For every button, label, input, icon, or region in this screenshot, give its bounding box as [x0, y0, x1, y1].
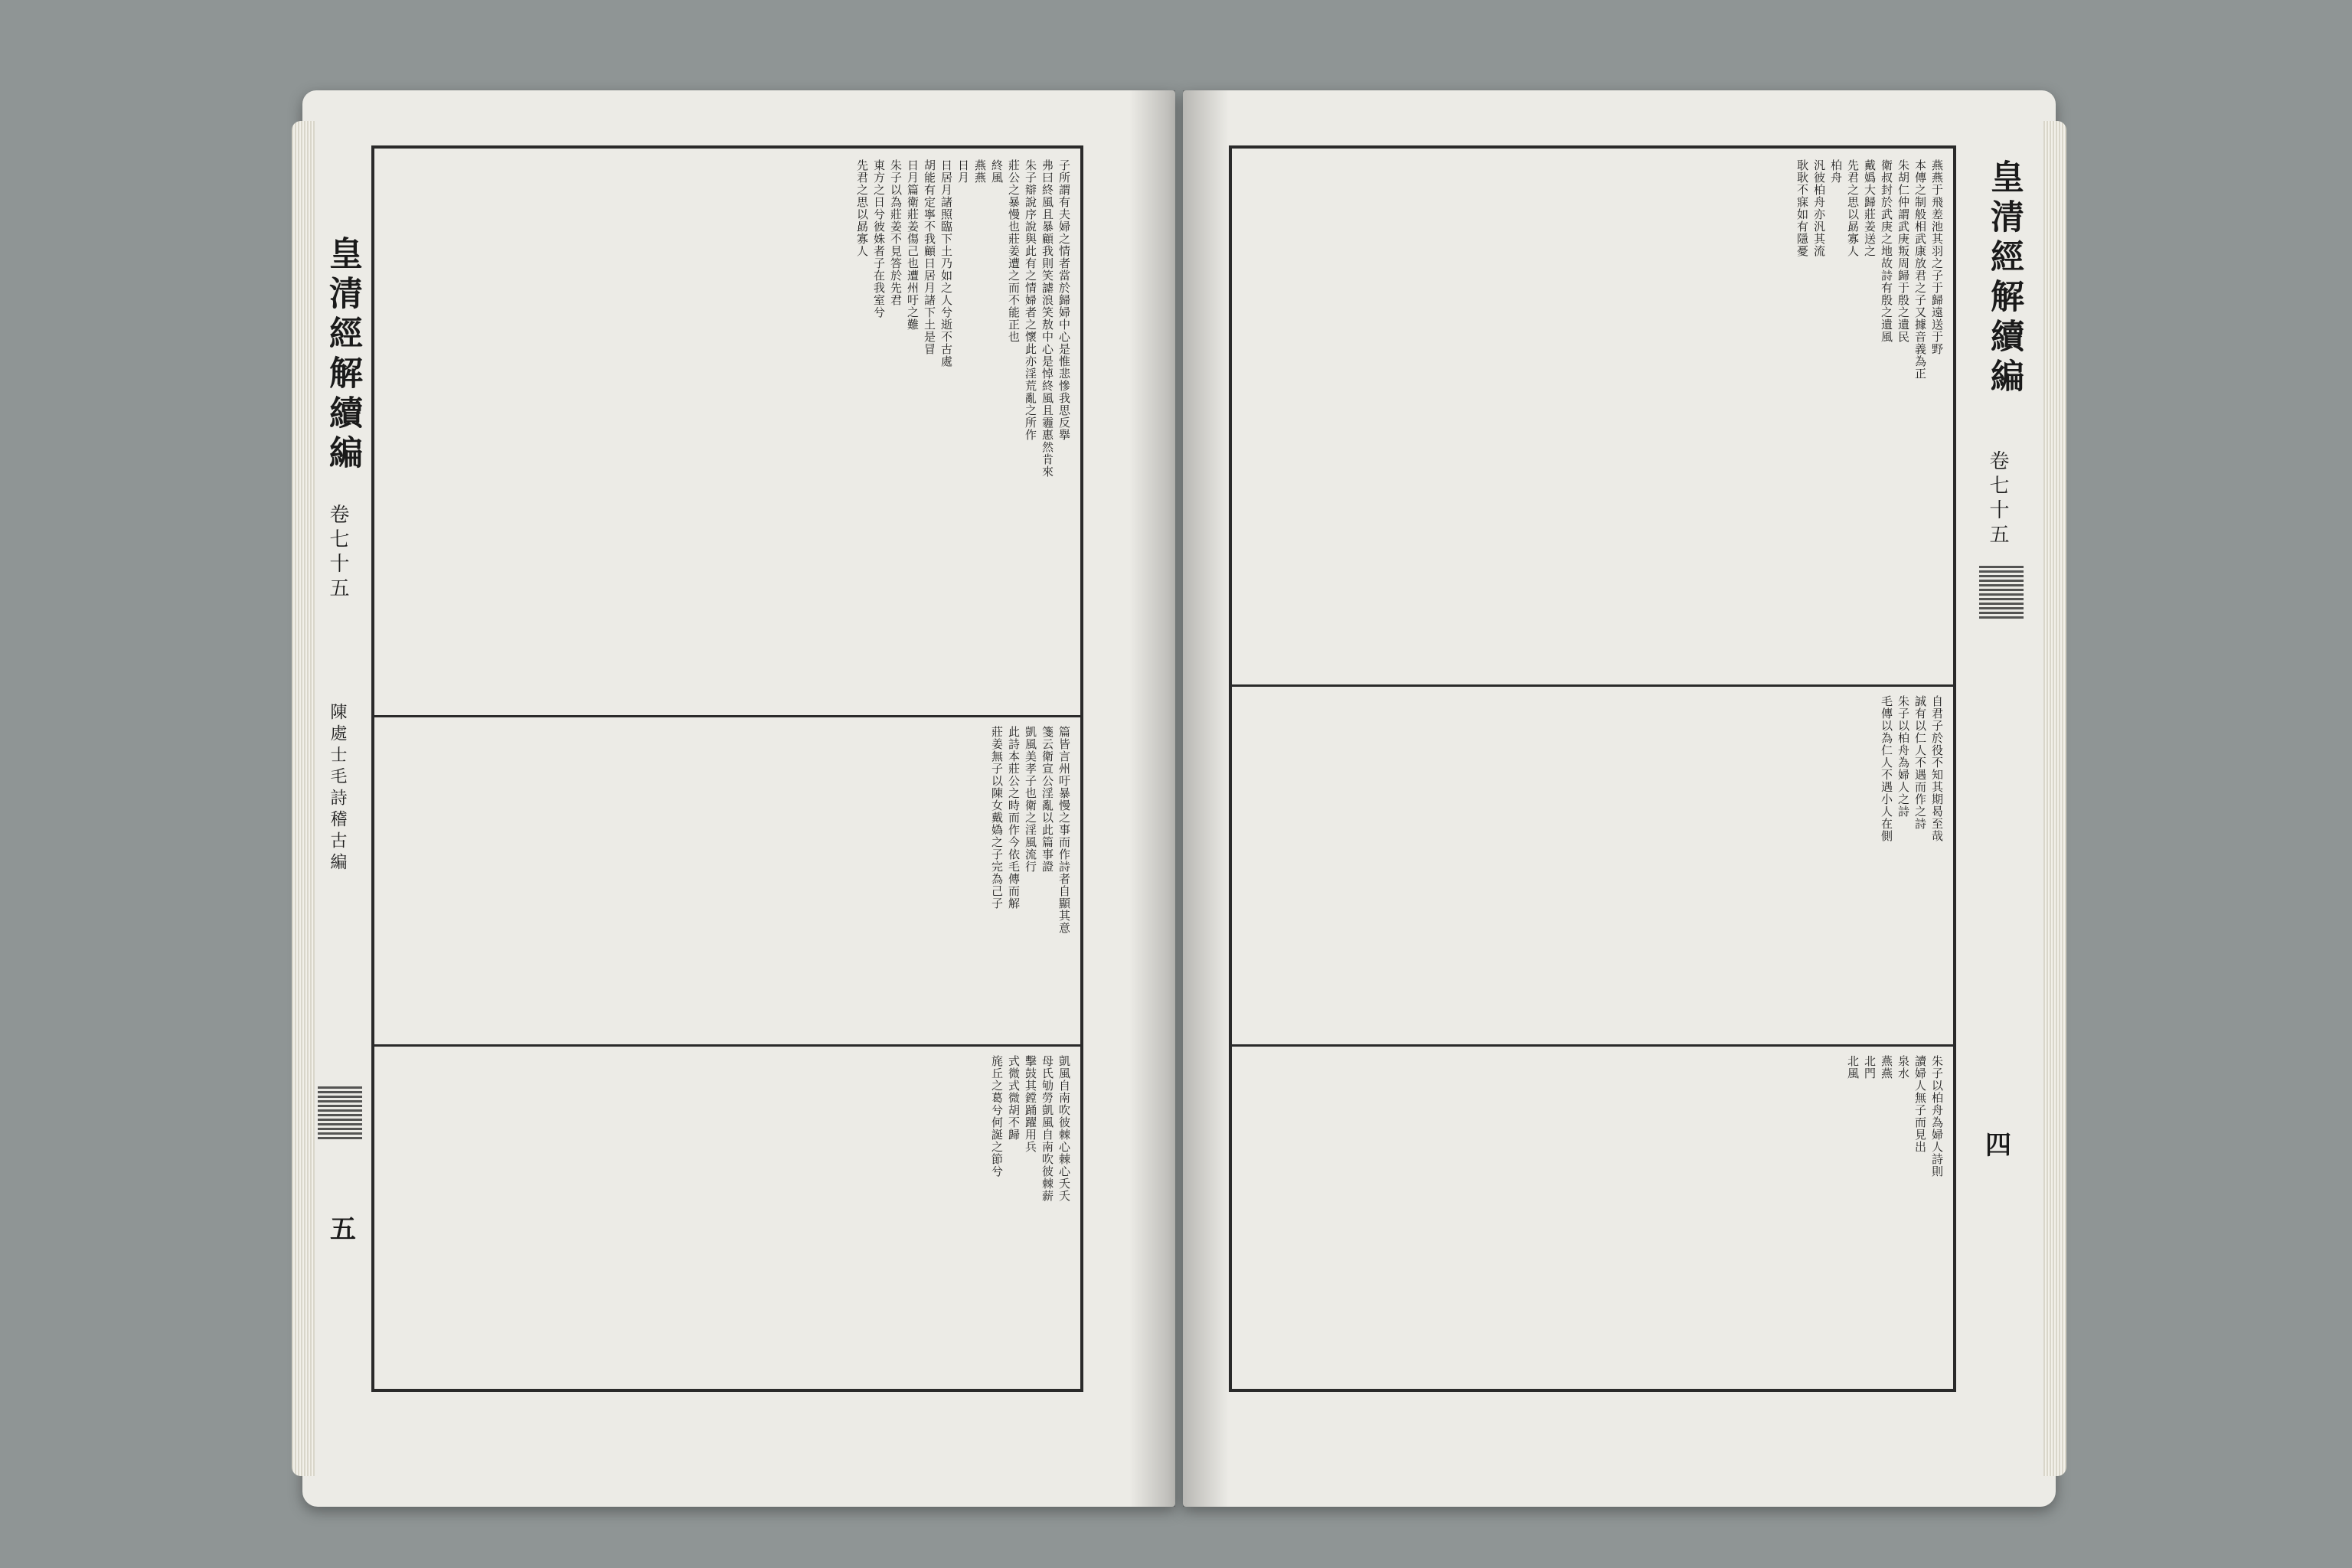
text-column: 子所謂有夫婦之情者當於歸婦中心是惟悲慘我思反擧 — [1057, 159, 1071, 441]
text-column: 箋云衛宣公淫亂以此篇事證 — [1040, 726, 1054, 873]
right-page — [1183, 90, 2056, 1507]
left-fold-mark — [318, 1086, 362, 1139]
left-gutter-shadow — [1129, 90, 1175, 1507]
text-column: 日月 — [956, 159, 970, 184]
text-column: 先君之思以勗寡人 — [1846, 159, 1860, 257]
text-column: 北門 — [1863, 1055, 1877, 1080]
text-column: 旄丘之葛兮何誕之節兮 — [990, 1055, 1004, 1178]
text-column: 胡能有定寧不我顧日居月諸下土是冒 — [923, 159, 936, 355]
left-page-number: 五 — [330, 1214, 356, 1245]
text-column: 凱風美孝子也衛之淫風流行 — [1024, 726, 1037, 873]
text-column: 燕燕 — [1880, 1055, 1893, 1080]
text-column: 泉水 — [1896, 1055, 1910, 1080]
text-column: 莊姜無子以陳女戴媯之子完為己子 — [990, 726, 1004, 910]
text-column: 日月篇衛莊姜傷己也遭州吁之難 — [906, 159, 920, 331]
left-page-edge — [292, 121, 315, 1476]
text-column: 篇皆言州吁暴慢之事而作詩者自顯其意 — [1057, 726, 1071, 934]
text-column: 讀婦人無子而見出 — [1913, 1055, 1927, 1153]
text-column: 誠有以仁人不遇而作之詩 — [1913, 695, 1927, 830]
right-page-edge — [2043, 121, 2066, 1476]
text-column: 先君之思以勗寡人 — [855, 159, 869, 257]
open-book — [302, 90, 2071, 1507]
right-text-frame — [1229, 145, 1956, 1392]
text-column: 柏舟 — [1829, 159, 1843, 184]
text-column: 朱子辯說序說與此有之情婦者之懷此亦淫荒亂之所作 — [1024, 159, 1037, 441]
text-column: 戴嬀大歸莊姜送之 — [1863, 159, 1877, 257]
right-tier-rule-1 — [1232, 684, 1953, 687]
text-column: 此詩本莊公之時而作今依毛傳而解 — [1007, 726, 1021, 910]
text-column: 朱胡仁仲謂武庚叛周歸于殷之遺民 — [1896, 159, 1910, 343]
text-column: 式微式微胡不歸 — [1007, 1055, 1021, 1141]
text-column: 朱子以為莊姜不見答於先君 — [889, 159, 903, 306]
text-column: 母氏劬勞凱風自南吹彼棘薪 — [1040, 1055, 1054, 1202]
right-banner-title: 皇清經解續編 — [1984, 159, 2024, 398]
text-column: 衛叔封於武庚之地故詩有殷之遺風 — [1880, 159, 1893, 343]
left-page — [302, 90, 1175, 1507]
text-column: 燕燕于飛差池其羽之子于歸遠送于野 — [1930, 159, 1944, 355]
text-column: 東方之日兮彼姝者子在我室兮 — [872, 159, 886, 318]
text-column: 莊公之暴慢也莊姜遭之而不能正也 — [1007, 159, 1021, 343]
text-column: 本傳之制般相武康放君之子又據音義為正 — [1913, 159, 1927, 380]
text-column: 凱風自南吹彼棘心棘心夭夭 — [1057, 1055, 1071, 1202]
right-tier-rule-2 — [1232, 1044, 1953, 1047]
text-column: 朱子以柏舟為婦人詩則 — [1930, 1055, 1944, 1178]
left-tier-rule-2 — [374, 1044, 1080, 1047]
text-column: 毛傳以為仁人不遇小人在側 — [1880, 695, 1893, 842]
text-column: 朱子以柏舟為婦人之詩 — [1896, 695, 1910, 818]
text-column: 燕燕 — [973, 159, 987, 184]
text-column: 擊鼓其鏜踊躍用兵 — [1024, 1055, 1037, 1153]
text-column: 終風 — [990, 159, 1004, 184]
left-text-frame — [371, 145, 1083, 1392]
text-column: 自君子於役不知其期曷至哉 — [1930, 695, 1944, 842]
left-tier-rule-1 — [374, 715, 1080, 717]
left-banner-title: 皇清經解續編 — [323, 236, 362, 475]
text-column: 北風 — [1846, 1055, 1860, 1080]
left-tier-note: 陳處士毛詩稽古編 — [328, 703, 347, 874]
right-volume-label: 卷七十五 — [1986, 450, 2009, 548]
right-page-number: 四 — [1985, 1130, 2011, 1161]
text-column: 汎彼柏舟亦汎其流 — [1812, 159, 1826, 257]
right-fold-mark — [1979, 565, 2024, 619]
right-gutter-shadow — [1183, 90, 1229, 1507]
left-volume-label: 卷七十五 — [326, 504, 349, 602]
text-column: 耿耿不寐如有隱憂 — [1795, 159, 1809, 257]
text-column: 弗曰終風且暴顧我則笑謔浪笑敖中心是悼終風且霾惠然肯來 — [1040, 159, 1054, 478]
text-column: 日居月諸照臨下土乃如之人兮逝不古處 — [939, 159, 953, 368]
